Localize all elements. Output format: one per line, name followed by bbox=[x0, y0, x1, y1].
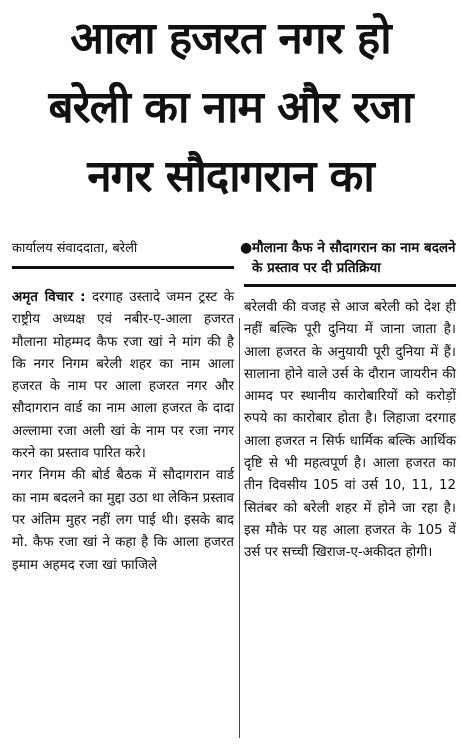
left-article-text bbox=[12, 287, 234, 577]
subheading bbox=[240, 238, 456, 278]
paragraph-1-text: दरगाह उस्तादे जमन ट्रस्ट के राष्ट्रीय अध्यक्ष एवं नबीर-ए-आला हजरत मौलाना मोहम्मद कैफ रजा खां ने मांग की है कि नगर निगम बरेली शहर का नाम आला हजरत के नाम पर आला हजरत नगर और सौदागरान वार्ड का नाम आला हजरत के दादा अल्लामा रजा अली खां के नाम पर रजा नगर करने का प्रस्ताव पारित करे। bbox=[12, 290, 234, 462]
byline: कार्यालय संवाददाता, बरेली bbox=[12, 241, 138, 256]
headline-line-2: बरेली का नाम और रजा bbox=[48, 82, 413, 133]
column-divider bbox=[239, 318, 240, 738]
headline-line-1: आला हजरत नगर हो bbox=[70, 13, 391, 64]
headline-line-3: नगर सौदागरान का bbox=[87, 151, 374, 202]
right-article-text: बरेलवी की वजह से आज बरेली को देश ही नहीं बल्कि पूरी दुनिया में जाना जाता है। आला हजरत के अनुयायी पूरी दुनिया में हैं। सालाना होने वाले उर्स के दौरान जायरीन की आमद पर स्थानीय कारोबारियों को करोड़ों रुपये का कारोबार होता है। लिहाजा दरगाह आला हजरत न सिर्फ धार्मिक बल्कि आर्थिक दृष्टि से भी महत्वपूर्ण है। आला हजरत का तीन दिवसीय 105 वां उर्स 10, 11, 12 सितंबर को बरेली शहर में होने जा रहा है। इस मौके पर यह आला हजरत के 105 वें उर्स पर सच्ची खिराज-ए-अकीदत होगी। bbox=[244, 300, 456, 561]
paragraph-2: नगर निगम की बोर्ड बैठक में सौदागरान वार्ड का नाम बदलने का मुद्दा उठा था लेकिन प्रस्ताव पर अंतिम मुहर नहीं लग पाई थी। इसके बाद मो. कैफ रजा खां ने कहा है कि आला हजरत इमाम अहमद रजा खां फाजिले bbox=[12, 468, 234, 573]
headline bbox=[0, 4, 461, 211]
right-column bbox=[240, 238, 456, 565]
bullet-icon: ● bbox=[240, 240, 253, 256]
subheading-text: मौलाना कैफ ने सौदागरान का नाम बदलने के प्रस्ताव पर दी प्रतिक्रिया bbox=[252, 240, 456, 276]
subheading-rule bbox=[244, 284, 456, 287]
left-column bbox=[12, 238, 234, 577]
lead-tag: अमृत विचार : bbox=[12, 290, 86, 305]
byline-rule bbox=[12, 266, 234, 269]
paragraph-1 bbox=[12, 287, 234, 465]
